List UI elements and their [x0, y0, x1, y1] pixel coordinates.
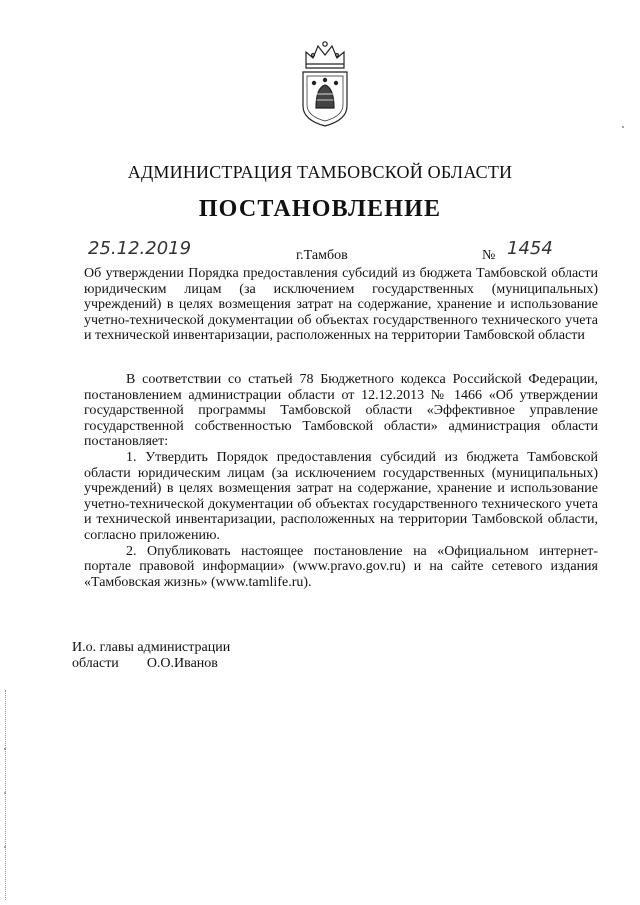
- signatory-position-line1: И.о. главы администрации: [72, 640, 231, 655]
- scan-speck: [4, 748, 6, 750]
- document-date: 25.12.2019: [88, 238, 192, 259]
- signatory-name: О.О.Иванов: [146, 655, 218, 671]
- signature-block: [72, 640, 230, 671]
- signatory-position-line2: области: [72, 655, 119, 671]
- scan-speck: [4, 846, 6, 848]
- item-2-paragraph: 2. Опубликовать настоящее постановление на «Официальном интернет-портале правовой информации» (www.pravo.gov.ru) и на сайте сетевого издания «Тамбовская жизнь» (www.tamlife.ru).: [84, 543, 598, 590]
- number-sign: №: [482, 248, 496, 263]
- item-1-paragraph: 1. Утвердить Порядок предоставления субсидий из бюджета Тамбовской области юридическим лицам (за исключением государственных (муниципальных) учреждений) в целях возмещения затрат на содержание, хранение и использование учетно-технической документации об объектах государственного технического учета и технической инвентаризации, расположенных на территории Тамбовской области, согласно приложению.: [84, 449, 598, 543]
- coat-of-arms-icon: [296, 38, 354, 128]
- scan-speck: [4, 792, 6, 794]
- scan-edge-marks: [5, 690, 8, 900]
- document-number: 1454: [507, 238, 553, 259]
- signature-row: [72, 656, 230, 672]
- authority-name: АДМИНИСТРАЦИЯ ТАМБОВСКОЙ ОБЛАСТИ: [127, 162, 513, 182]
- document-type: ПОСТАНОВЛЕНИЕ: [198, 196, 442, 222]
- document-city: г.Тамбов: [296, 248, 348, 263]
- document-title: Об утверждении Порядка предоставления субсидий из бюджета Тамбовской области юридическим лицам (за исключением государственных (муниципальных) учреждений) в целях возмещения затрат на содержание, хранение и использование учетно-технической документации об объектах государственного технического учета и технической инвентаризации, расположенных на территории Тамбовской области: [84, 266, 598, 344]
- scan-speck: [622, 126, 624, 128]
- preamble-paragraph: В соответствии со статьей 78 Бюджетного кодекса Российской Федерации, постановлением администрации области от 12.12.2013 № 1466 «Об утверждении государственной программы Тамбовской области «Эффективное управление государственной собственностью Тамбовской области» администрация области постановляет:: [84, 372, 598, 450]
- document-body: [84, 372, 598, 590]
